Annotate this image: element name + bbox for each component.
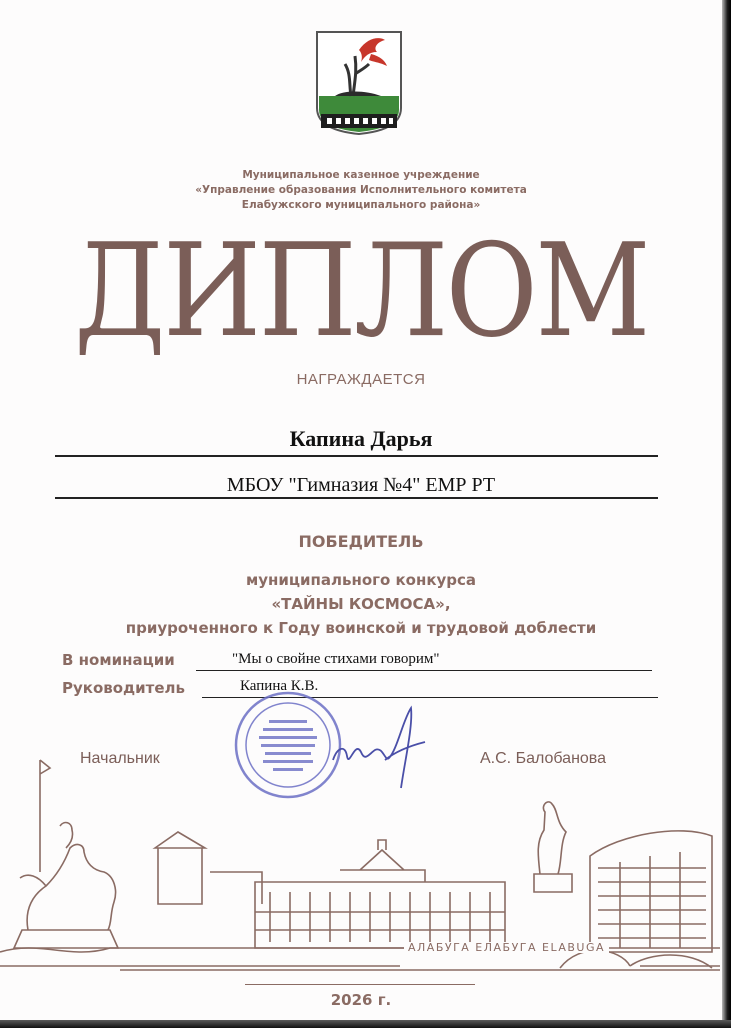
- signatory-title: Начальник: [80, 750, 160, 767]
- year-divider: [245, 984, 475, 985]
- recipient-name: Капина Дарья: [289, 426, 433, 451]
- page-bottom-edge: [0, 1020, 731, 1028]
- contest-line-1: муниципального конкурса: [245, 571, 477, 589]
- organization-line-1: Муниципальное казенное учреждение: [242, 169, 480, 181]
- contest-line-3: приуроченного к Году воинской и трудовой доблести: [125, 619, 597, 637]
- diploma-title: ДИПЛОМ: [74, 217, 648, 366]
- supervisor-value: Капина К.В.: [240, 678, 319, 694]
- page-right-edge: [722, 0, 731, 1028]
- organization-line-3: Елабужского муниципального района»: [241, 199, 481, 211]
- city-skyline-illustration: [0, 752, 722, 992]
- nomination-underline: [196, 670, 652, 671]
- school-underline: [55, 497, 658, 499]
- award-title: ПОБЕДИТЕЛЬ: [298, 532, 424, 551]
- recipient-underline: [55, 455, 658, 457]
- nomination-value: "Мы о свойне стихами говорим": [232, 651, 440, 667]
- signatory-name: А.С. Балобанова: [480, 750, 607, 767]
- contest-line-2: «ТАЙНЫ КОСМОСА»,: [271, 595, 451, 613]
- issuing-organization: [0, 168, 722, 213]
- contest-description: [0, 568, 722, 640]
- organization-line-2: «Управление образования Исполнительного комитета: [195, 184, 527, 196]
- city-banner-text: АЛАБУГА ЕЛАБУГА ELABUGA: [404, 942, 609, 953]
- diploma-year: 2026 г.: [330, 991, 392, 1009]
- supervisor-label: Руководитель: [62, 679, 186, 697]
- awarded-label: НАГРАЖДАЕТСЯ: [296, 371, 426, 388]
- nomination-label: В номинации: [62, 651, 175, 669]
- school-name: МБОУ "Гимназия №4" ЕМР РТ: [226, 474, 496, 496]
- coat-of-arms-icon: [315, 30, 403, 136]
